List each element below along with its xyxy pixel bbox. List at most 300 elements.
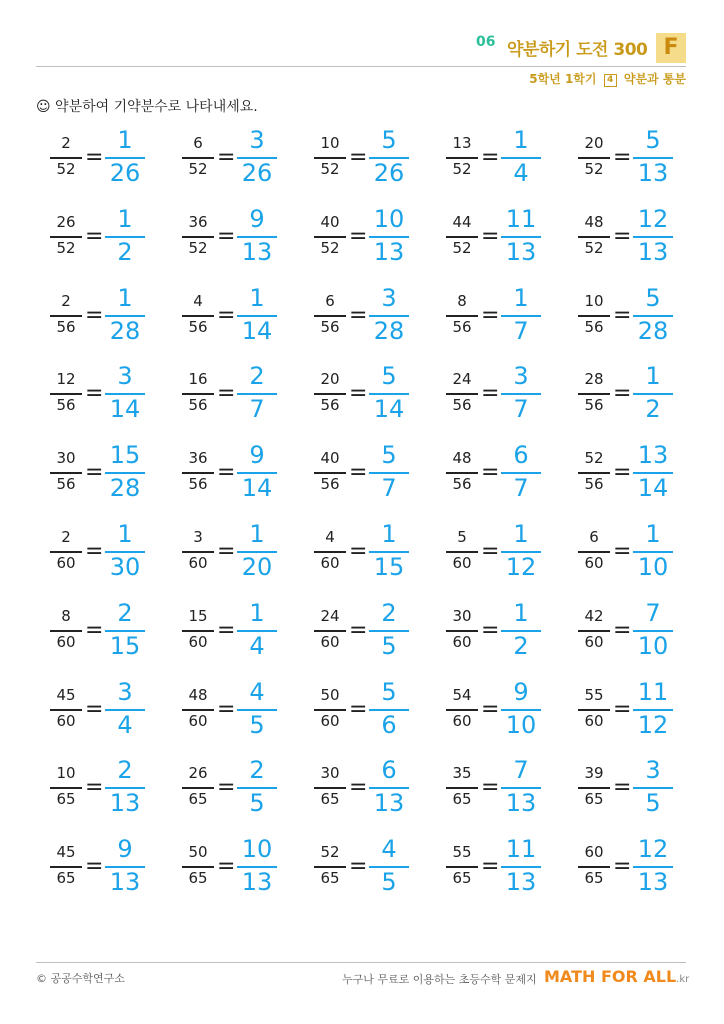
given-numerator: 6 — [193, 134, 203, 152]
given-numerator: 16 — [188, 370, 208, 388]
problem-item — [312, 520, 432, 584]
given-numerator: 50 — [320, 686, 340, 704]
equals-sign: = — [349, 460, 368, 485]
equals-sign: = — [481, 460, 500, 485]
answer-fraction — [237, 441, 277, 505]
answer-fraction — [369, 835, 409, 899]
fraction-bar — [446, 866, 478, 868]
answer-fraction — [501, 599, 541, 663]
answer-denominator: 20 — [241, 553, 273, 581]
answer-numerator: 3 — [381, 284, 397, 312]
equals-sign: = — [613, 854, 632, 879]
given-numerator: 10 — [56, 764, 76, 782]
answer-denominator: 7 — [513, 395, 529, 423]
answer-fraction — [369, 205, 409, 269]
answer-fraction — [633, 520, 673, 584]
given-numerator: 44 — [452, 213, 472, 231]
given-fraction — [312, 441, 348, 505]
answer-numerator: 1 — [117, 520, 133, 548]
fraction-bar — [314, 236, 346, 238]
given-denominator: 56 — [188, 396, 208, 414]
problem-item — [180, 284, 300, 348]
problem-item — [576, 362, 696, 426]
answer-fraction — [633, 362, 673, 426]
answer-denominator: 13 — [373, 238, 405, 266]
equals-sign: = — [613, 697, 632, 722]
fraction-bar — [50, 630, 82, 632]
problem-item — [444, 362, 564, 426]
given-denominator: 56 — [320, 318, 340, 336]
given-denominator: 56 — [584, 396, 604, 414]
equals-sign: = — [349, 303, 368, 328]
answer-numerator: 13 — [637, 441, 669, 469]
given-numerator: 2 — [61, 528, 71, 546]
equals-sign: = — [481, 381, 500, 406]
answer-denominator: 5 — [249, 711, 265, 739]
answer-numerator: 1 — [513, 126, 529, 154]
given-numerator: 20 — [320, 370, 340, 388]
given-fraction — [312, 678, 348, 742]
given-fraction — [312, 835, 348, 899]
given-fraction — [180, 756, 216, 820]
equals-sign: = — [217, 854, 236, 879]
given-numerator: 52 — [320, 843, 340, 861]
answer-denominator: 13 — [505, 238, 537, 266]
fraction-bar — [182, 709, 214, 711]
fraction-bar — [50, 393, 82, 395]
given-fraction — [444, 756, 480, 820]
answer-denominator: 28 — [109, 474, 141, 502]
given-fraction — [48, 599, 84, 663]
problem-item — [48, 284, 168, 348]
problem-item — [180, 678, 300, 742]
answer-fraction — [237, 284, 277, 348]
answer-numerator: 2 — [117, 599, 133, 627]
given-denominator: 56 — [188, 475, 208, 493]
unit-label: 약분과 통분 — [623, 72, 686, 86]
problem-item — [48, 362, 168, 426]
problem-item — [576, 284, 696, 348]
given-numerator: 35 — [452, 764, 472, 782]
given-fraction — [444, 835, 480, 899]
given-fraction — [48, 756, 84, 820]
given-denominator: 56 — [56, 475, 76, 493]
problem-item — [48, 520, 168, 584]
given-denominator: 56 — [320, 396, 340, 414]
given-numerator: 3 — [193, 528, 203, 546]
given-denominator: 65 — [56, 790, 76, 808]
problem-item — [444, 126, 564, 190]
problem-item — [180, 599, 300, 663]
answer-numerator: 1 — [117, 284, 133, 312]
given-fraction — [180, 520, 216, 584]
problem-item — [576, 441, 696, 505]
answer-denominator: 14 — [241, 474, 273, 502]
answer-numerator: 1 — [117, 205, 133, 233]
answer-denominator: 2 — [513, 632, 529, 660]
equals-sign: = — [85, 618, 104, 643]
answer-fraction — [105, 756, 145, 820]
answer-denominator: 15 — [109, 632, 141, 660]
answer-denominator: 10 — [637, 632, 669, 660]
problem-item — [312, 126, 432, 190]
answer-fraction — [633, 126, 673, 190]
answer-numerator: 7 — [513, 756, 529, 784]
problem-item — [576, 599, 696, 663]
answer-fraction — [501, 678, 541, 742]
answer-denominator: 5 — [645, 789, 661, 817]
answer-denominator: 14 — [241, 317, 273, 345]
problem-item — [444, 441, 564, 505]
given-fraction — [48, 835, 84, 899]
answer-numerator: 1 — [249, 520, 265, 548]
fraction-bar — [578, 709, 610, 711]
given-fraction — [444, 362, 480, 426]
given-numerator: 55 — [584, 686, 604, 704]
given-fraction — [576, 126, 612, 190]
problem-item — [312, 756, 432, 820]
given-denominator: 60 — [56, 712, 76, 730]
problem-item — [576, 678, 696, 742]
problem-item — [444, 520, 564, 584]
given-numerator: 28 — [584, 370, 604, 388]
equals-sign: = — [349, 224, 368, 249]
given-denominator: 52 — [188, 239, 208, 257]
answer-denominator: 6 — [381, 711, 397, 739]
answer-denominator: 13 — [637, 868, 669, 896]
given-fraction — [576, 520, 612, 584]
given-denominator: 60 — [452, 712, 472, 730]
given-denominator: 60 — [452, 633, 472, 651]
answer-fraction — [237, 205, 277, 269]
answer-fraction — [633, 599, 673, 663]
fraction-bar — [578, 393, 610, 395]
given-numerator: 6 — [589, 528, 599, 546]
given-denominator: 60 — [188, 554, 208, 572]
answer-fraction — [501, 362, 541, 426]
answer-denominator: 26 — [109, 159, 141, 187]
answer-numerator: 1 — [381, 520, 397, 548]
answer-fraction — [369, 756, 409, 820]
answer-numerator: 4 — [381, 835, 397, 863]
given-fraction — [48, 205, 84, 269]
brand-tld: .kr — [676, 974, 690, 985]
answer-numerator: 10 — [373, 205, 405, 233]
footer-tagline: 누구나 무료로 이용하는 초등수학 문제지 — [342, 973, 537, 986]
answer-denominator: 2 — [645, 395, 661, 423]
answer-denominator: 4 — [117, 711, 133, 739]
given-fraction — [576, 441, 612, 505]
equals-sign: = — [85, 854, 104, 879]
given-numerator: 20 — [584, 134, 604, 152]
given-numerator: 60 — [584, 843, 604, 861]
given-denominator: 60 — [452, 554, 472, 572]
footer-divider — [36, 962, 686, 963]
given-denominator: 60 — [584, 633, 604, 651]
answer-denominator: 5 — [381, 632, 397, 660]
answer-numerator: 2 — [381, 599, 397, 627]
answer-denominator: 28 — [109, 317, 141, 345]
problem-item — [312, 599, 432, 663]
given-numerator: 10 — [320, 134, 340, 152]
given-fraction — [444, 205, 480, 269]
given-fraction — [576, 678, 612, 742]
answer-fraction — [237, 362, 277, 426]
given-fraction — [48, 362, 84, 426]
given-numerator: 40 — [320, 449, 340, 467]
fraction-bar — [578, 315, 610, 317]
given-denominator: 60 — [584, 554, 604, 572]
answer-numerator: 1 — [513, 599, 529, 627]
given-numerator: 30 — [56, 449, 76, 467]
answer-numerator: 3 — [513, 362, 529, 390]
answer-fraction — [501, 835, 541, 899]
answer-fraction — [105, 284, 145, 348]
given-fraction — [48, 520, 84, 584]
given-fraction — [180, 362, 216, 426]
given-denominator: 65 — [56, 869, 76, 887]
answer-denominator: 5 — [381, 868, 397, 896]
fraction-bar — [50, 866, 82, 868]
fraction-bar — [314, 709, 346, 711]
fraction-bar — [314, 630, 346, 632]
answer-denominator: 12 — [505, 553, 537, 581]
fraction-bar — [578, 866, 610, 868]
equals-sign: = — [481, 145, 500, 170]
equals-sign: = — [85, 303, 104, 328]
given-denominator: 60 — [188, 712, 208, 730]
given-numerator: 24 — [320, 607, 340, 625]
given-denominator: 52 — [320, 160, 340, 178]
header-number: 06 — [476, 34, 496, 50]
given-fraction — [180, 205, 216, 269]
given-numerator: 55 — [452, 843, 472, 861]
equals-sign: = — [217, 460, 236, 485]
given-denominator: 65 — [188, 790, 208, 808]
equals-sign: = — [349, 539, 368, 564]
given-numerator: 8 — [61, 607, 71, 625]
answer-denominator: 13 — [637, 238, 669, 266]
given-denominator: 52 — [56, 239, 76, 257]
answer-fraction — [105, 441, 145, 505]
fraction-bar — [50, 157, 82, 159]
equals-sign: = — [613, 381, 632, 406]
fraction-bar — [182, 866, 214, 868]
given-fraction — [180, 678, 216, 742]
given-fraction — [180, 835, 216, 899]
equals-sign: = — [85, 381, 104, 406]
given-fraction — [312, 520, 348, 584]
answer-denominator: 10 — [637, 553, 669, 581]
equals-sign: = — [613, 775, 632, 800]
given-numerator: 54 — [452, 686, 472, 704]
fraction-bar — [50, 709, 82, 711]
answer-denominator: 28 — [637, 317, 669, 345]
problem-item — [312, 284, 432, 348]
given-numerator: 12 — [56, 370, 76, 388]
answer-denominator: 14 — [637, 474, 669, 502]
problem-item — [180, 441, 300, 505]
given-denominator: 65 — [584, 869, 604, 887]
given-fraction — [312, 205, 348, 269]
answer-fraction — [237, 756, 277, 820]
fraction-bar — [182, 157, 214, 159]
answer-denominator: 13 — [241, 238, 273, 266]
given-fraction — [180, 284, 216, 348]
answer-fraction — [105, 362, 145, 426]
fraction-bar — [314, 866, 346, 868]
equals-sign: = — [349, 775, 368, 800]
fraction-bar — [182, 551, 214, 553]
answer-numerator: 5 — [645, 126, 661, 154]
fraction-bar — [446, 236, 478, 238]
given-numerator: 8 — [457, 292, 467, 310]
given-numerator: 52 — [584, 449, 604, 467]
given-numerator: 26 — [56, 213, 76, 231]
answer-numerator: 11 — [505, 835, 537, 863]
given-numerator: 36 — [188, 213, 208, 231]
answer-numerator: 3 — [645, 756, 661, 784]
brand-name: MATH FOR ALL — [544, 967, 677, 986]
answer-numerator: 11 — [505, 205, 537, 233]
answer-fraction — [369, 362, 409, 426]
given-fraction — [444, 126, 480, 190]
equals-sign: = — [349, 697, 368, 722]
problem-item — [48, 756, 168, 820]
given-fraction — [312, 284, 348, 348]
fraction-bar — [182, 472, 214, 474]
answer-numerator: 2 — [117, 756, 133, 784]
answer-numerator: 15 — [109, 441, 141, 469]
answer-fraction — [369, 284, 409, 348]
equals-sign: = — [217, 145, 236, 170]
given-fraction — [444, 520, 480, 584]
given-numerator: 48 — [452, 449, 472, 467]
answer-numerator: 2 — [249, 362, 265, 390]
given-fraction — [48, 126, 84, 190]
answer-fraction — [237, 599, 277, 663]
given-denominator: 52 — [452, 239, 472, 257]
answer-numerator: 3 — [117, 362, 133, 390]
fraction-bar — [314, 315, 346, 317]
fraction-bar — [446, 315, 478, 317]
equals-sign: = — [85, 775, 104, 800]
given-denominator: 65 — [452, 790, 472, 808]
given-fraction — [576, 205, 612, 269]
problem-item — [312, 678, 432, 742]
problem-item — [48, 599, 168, 663]
fraction-bar — [50, 787, 82, 789]
answer-numerator: 2 — [249, 756, 265, 784]
answer-numerator: 9 — [249, 205, 265, 233]
problem-item — [48, 441, 168, 505]
equals-sign: = — [481, 775, 500, 800]
answer-fraction — [633, 284, 673, 348]
given-numerator: 45 — [56, 686, 76, 704]
answer-fraction — [369, 441, 409, 505]
given-numerator: 13 — [452, 134, 472, 152]
given-numerator: 30 — [320, 764, 340, 782]
answer-fraction — [633, 441, 673, 505]
given-numerator: 10 — [584, 292, 604, 310]
answer-numerator: 1 — [645, 362, 661, 390]
problem-item — [48, 678, 168, 742]
answer-numerator: 1 — [117, 126, 133, 154]
equals-sign: = — [85, 697, 104, 722]
answer-denominator: 7 — [513, 317, 529, 345]
given-denominator: 52 — [584, 239, 604, 257]
fraction-bar — [578, 551, 610, 553]
given-numerator: 26 — [188, 764, 208, 782]
fraction-bar — [446, 157, 478, 159]
given-fraction — [180, 441, 216, 505]
problem-item — [312, 441, 432, 505]
answer-denominator: 26 — [241, 159, 273, 187]
given-fraction — [180, 126, 216, 190]
equals-sign: = — [613, 618, 632, 643]
answer-fraction — [501, 205, 541, 269]
equals-sign: = — [613, 460, 632, 485]
given-denominator: 52 — [188, 160, 208, 178]
grade-label: 5학년 1학기 — [529, 72, 597, 86]
given-fraction — [312, 756, 348, 820]
answer-numerator: 5 — [645, 284, 661, 312]
given-fraction — [444, 599, 480, 663]
fraction-bar — [50, 472, 82, 474]
answer-fraction — [237, 520, 277, 584]
problem-item — [312, 205, 432, 269]
fraction-bar — [446, 551, 478, 553]
equals-sign: = — [613, 303, 632, 328]
problem-item — [576, 205, 696, 269]
answer-fraction — [501, 126, 541, 190]
answer-denominator: 4 — [513, 159, 529, 187]
fraction-bar — [50, 315, 82, 317]
problem-item — [48, 835, 168, 899]
fraction-bar — [314, 157, 346, 159]
given-denominator: 56 — [452, 475, 472, 493]
fraction-bar — [578, 236, 610, 238]
fraction-bar — [314, 787, 346, 789]
given-numerator: 50 — [188, 843, 208, 861]
given-fraction — [576, 362, 612, 426]
fraction-bar — [578, 157, 610, 159]
answer-denominator: 13 — [505, 789, 537, 817]
problem-item — [444, 284, 564, 348]
answer-numerator: 12 — [637, 835, 669, 863]
equals-sign: = — [481, 224, 500, 249]
answer-denominator: 28 — [373, 317, 405, 345]
given-fraction — [576, 599, 612, 663]
problem-item — [444, 678, 564, 742]
level-badge: F — [656, 33, 686, 63]
fraction-bar — [314, 393, 346, 395]
answer-denominator: 30 — [109, 553, 141, 581]
given-numerator: 45 — [56, 843, 76, 861]
given-denominator: 65 — [320, 869, 340, 887]
fraction-bar — [50, 551, 82, 553]
equals-sign: = — [481, 618, 500, 643]
given-numerator: 30 — [452, 607, 472, 625]
problem-item — [180, 756, 300, 820]
answer-numerator: 4 — [249, 678, 265, 706]
answer-fraction — [105, 126, 145, 190]
answer-denominator: 13 — [505, 868, 537, 896]
fraction-bar — [314, 551, 346, 553]
answer-numerator: 9 — [513, 678, 529, 706]
answer-fraction — [633, 835, 673, 899]
answer-fraction — [105, 599, 145, 663]
